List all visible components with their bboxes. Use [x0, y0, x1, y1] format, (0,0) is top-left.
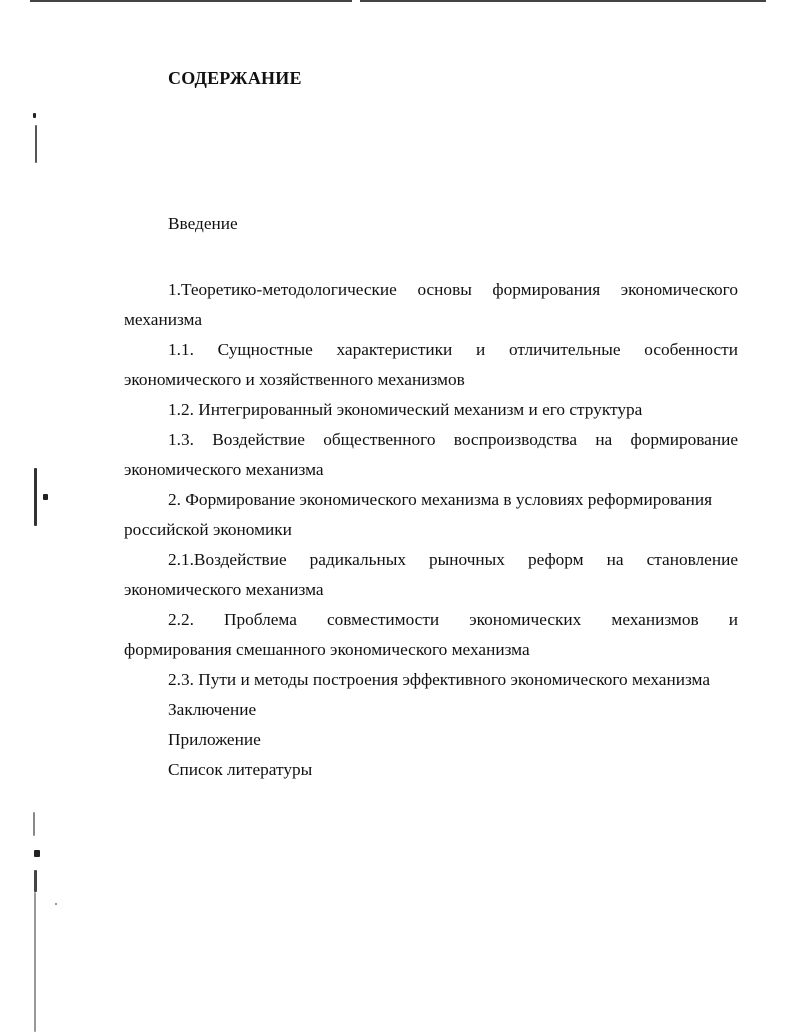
toc-item-1-2: 1.2. Интегрированный экономический механизм и его структура	[168, 400, 643, 419]
scan-artifact	[33, 812, 35, 836]
scan-artifact	[33, 113, 36, 118]
toc-item-appendix: Приложение	[168, 730, 261, 749]
scan-artifact	[34, 850, 40, 857]
toc-item-2-2: 2.2. Проблема совместимости экономических механизмов и	[168, 610, 738, 629]
toc-item-2-1-cont: экономического механизма	[124, 580, 324, 599]
toc-item-1: 1.Теоретико-методологические основы формирования экономического	[168, 280, 738, 299]
toc-item-conclusion: Заключение	[168, 700, 257, 719]
scan-artifact	[34, 892, 36, 1032]
toc-item-2-3: 2.3. Пути и методы построения эффективного экономического механизма	[168, 670, 711, 689]
scan-artifact	[35, 125, 37, 163]
toc-item-2-cont: российской экономики	[124, 520, 292, 539]
top-border-line	[30, 0, 352, 2]
toc-item-1-1: 1.1. Сущностные характеристики и отличительные особенности	[168, 340, 738, 359]
top-border-line	[360, 0, 766, 2]
toc-item-2: 2. Формирование экономического механизма в условиях реформирования	[168, 490, 713, 509]
scan-artifact	[55, 903, 57, 905]
page-title: СОДЕРЖАНИЕ	[168, 68, 302, 88]
toc-item-references: Список литературы	[168, 760, 313, 779]
toc-item-1-1-cont: экономического и хозяйственного механизмов	[124, 370, 465, 389]
toc-item-introduction: Введение	[168, 214, 238, 233]
scan-artifact	[43, 494, 48, 500]
toc-item-1-3: 1.3. Воздействие общественного воспроизводства на формирование	[168, 430, 738, 449]
table-of-contents	[124, 275, 738, 785]
toc-item-2-2-cont: формирования смешанного экономического механизма	[124, 640, 530, 659]
scan-artifact	[34, 870, 37, 892]
scan-artifact	[34, 468, 37, 526]
toc-item-1-cont: механизма	[124, 310, 203, 329]
toc-item-2-1: 2.1.Воздействие радикальных рыночных реформ на становление	[168, 550, 738, 569]
toc-item-1-3-cont: экономического механизма	[124, 460, 324, 479]
